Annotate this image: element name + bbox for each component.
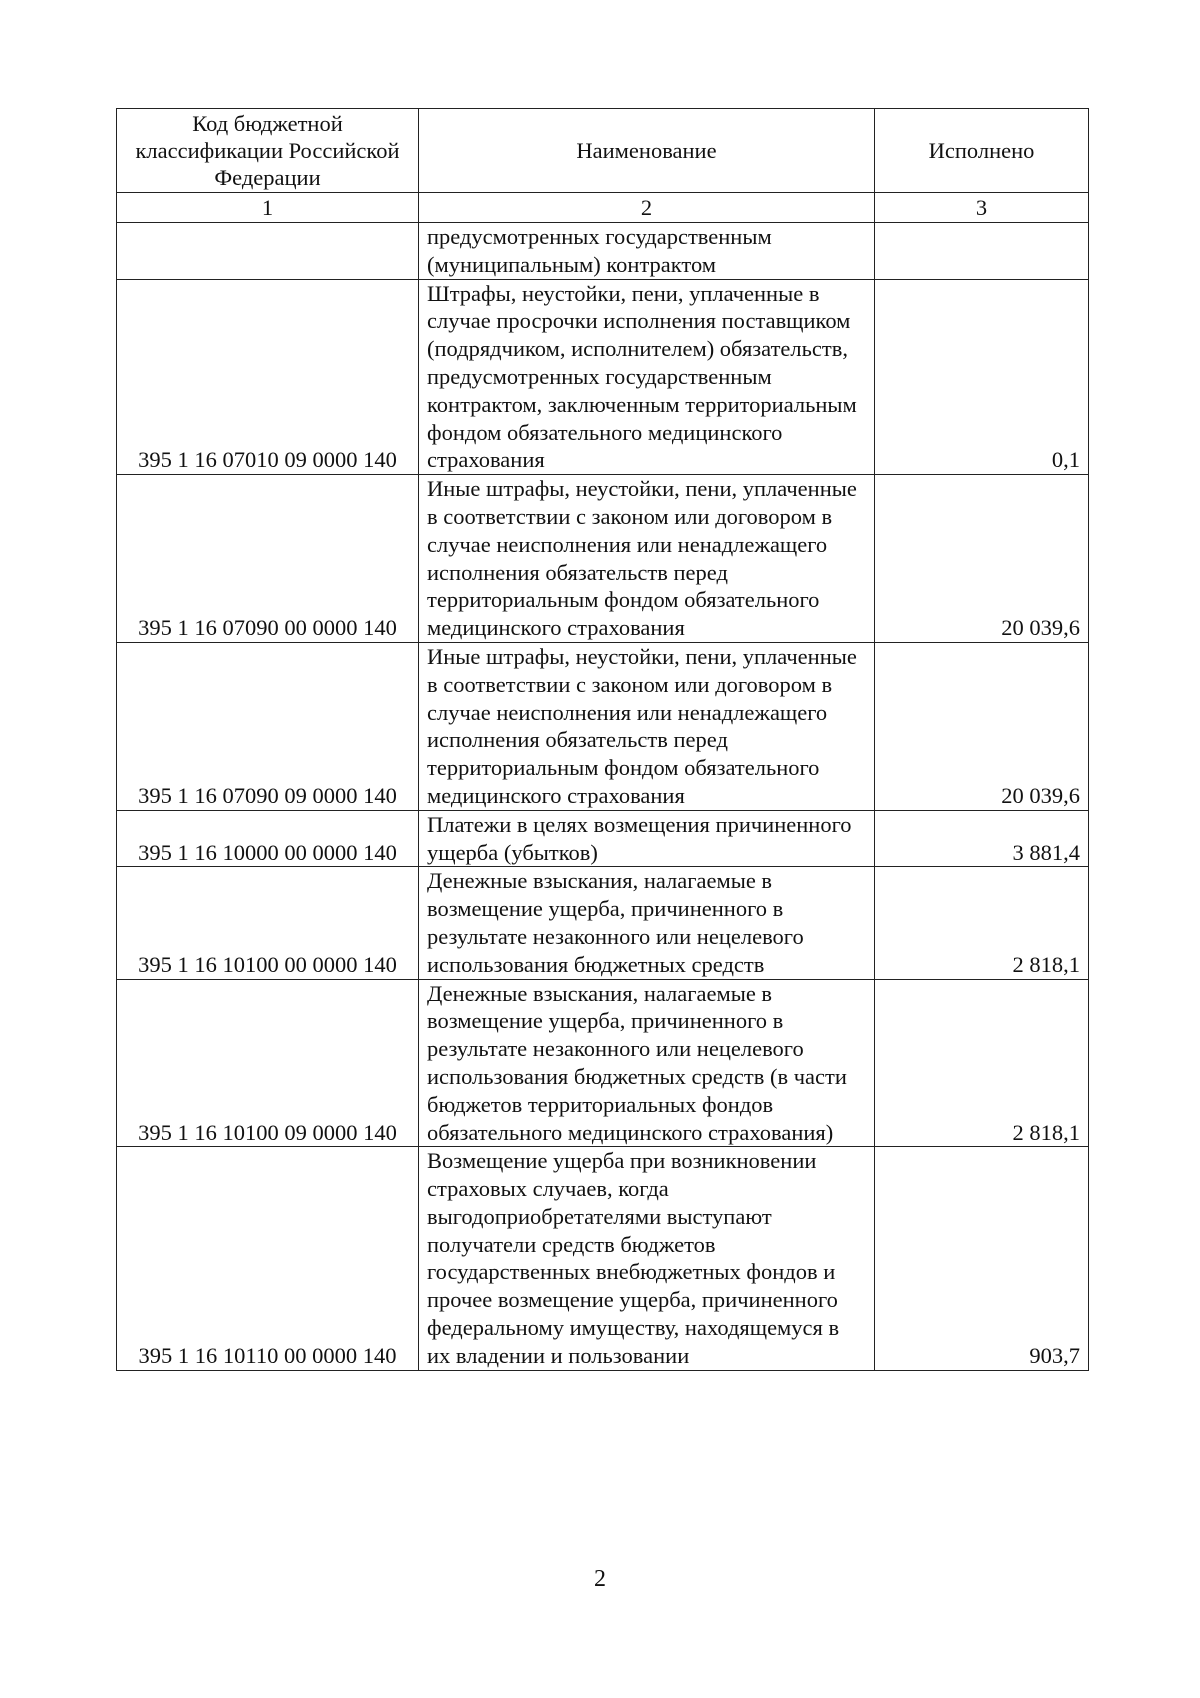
column-number-row: [117, 193, 1089, 223]
table-header-row: [117, 109, 1089, 193]
table-row: [117, 279, 1089, 475]
header-code: Код бюджетной классификации Российской Федерации: [117, 109, 419, 193]
row-code: 395 1 16 10100 09 0000 140: [117, 979, 419, 1147]
page-number: 2: [594, 1566, 606, 1592]
row-code: 395 1 16 10100 00 0000 140: [117, 867, 419, 979]
column-number-1: 1: [117, 193, 419, 223]
row-name: Штрафы, неустойки, пени, уплаченные в случае просрочки исполнения поставщиком (подрядчиком, исполнителем) обязательств, предусмотренных государственным контрактом, заключенным территориальным фондом обязательного медицинского страхования: [419, 279, 875, 475]
table-row: [117, 1147, 1089, 1370]
row-code: [117, 223, 419, 280]
table-row: [117, 867, 1089, 979]
header-name: Наименование: [419, 109, 875, 193]
row-code: 395 1 16 07090 09 0000 140: [117, 642, 419, 810]
table-row: [117, 642, 1089, 810]
row-code: 395 1 16 07010 09 0000 140: [117, 279, 419, 475]
table-row: [117, 223, 1089, 280]
row-value: 20 039,6: [875, 642, 1089, 810]
row-value: 2 818,1: [875, 867, 1089, 979]
row-name: Денежные взыскания, налагаемые в возмещение ущерба, причиненного в результате незаконного или нецелевого использования бюджетных средств (в части бюджетов территориальных фондов обязательного медицинского страхования): [419, 979, 875, 1147]
row-value: 0,1: [875, 279, 1089, 475]
row-name: предусмотренных государственным (муниципальным) контрактом: [419, 223, 875, 280]
row-name: Иные штрафы, неустойки, пени, уплаченные в соответствии с законом или договором в случае неисполнения или ненадлежащего исполнения обязательств перед территориальным фондом обязательного медицинского страхования: [419, 475, 875, 643]
header-executed: Исполнено: [875, 109, 1089, 193]
row-name: Платежи в целях возмещения причиненного ущерба (убытков): [419, 810, 875, 867]
row-value: 2 818,1: [875, 979, 1089, 1147]
row-value: [875, 223, 1089, 280]
table-row: [117, 979, 1089, 1147]
column-number-3: 3: [875, 193, 1089, 223]
row-value: 903,7: [875, 1147, 1089, 1370]
column-number-2: 2: [419, 193, 875, 223]
row-name: Денежные взыскания, налагаемые в возмещение ущерба, причиненного в результате незаконного или нецелевого использования бюджетных средств: [419, 867, 875, 979]
row-code: 395 1 16 10110 00 0000 140: [117, 1147, 419, 1370]
row-code: 395 1 16 07090 00 0000 140: [117, 475, 419, 643]
row-code: 395 1 16 10000 00 0000 140: [117, 810, 419, 867]
table-row: [117, 810, 1089, 867]
table-row: [117, 475, 1089, 643]
row-value: 20 039,6: [875, 475, 1089, 643]
row-value: 3 881,4: [875, 810, 1089, 867]
budget-table: [116, 108, 1089, 1371]
row-name: Возмещение ущерба при возникновении страховых случаев, когда выгодоприобретателями выступают получатели средств бюджетов государственных внебюджетных фондов и прочее возмещение ущерба, причиненного федеральному имуществу, находящемуся в их владении и пользовании: [419, 1147, 875, 1370]
row-name: Иные штрафы, неустойки, пени, уплаченные в соответствии с законом или договором в случае неисполнения или ненадлежащего исполнения обязательств перед территориальным фондом обязательного медицинского страхования: [419, 642, 875, 810]
